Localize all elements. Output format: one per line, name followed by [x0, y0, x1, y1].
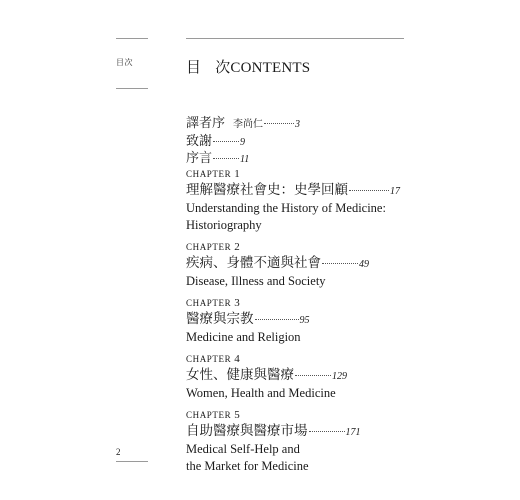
side-bottom-rule — [116, 88, 148, 89]
title-en: CONTENTS — [230, 60, 311, 76]
main-top-rule — [186, 38, 404, 39]
chapter-title-en: Medicine and Religion — [186, 330, 301, 344]
dot-leader — [309, 431, 345, 432]
chapter-entry[interactable] — [186, 167, 400, 234]
dot-leader — [264, 123, 294, 124]
dot-leader — [213, 141, 239, 142]
chapter-label: CHAPTER 3 — [186, 297, 241, 309]
entry-title: 致謝 — [186, 133, 213, 149]
chapter-label: CHAPTER 1 — [186, 168, 241, 180]
chapter-title-en: Historiography — [186, 218, 262, 232]
chapter-title-zh: 疾病、身體不適與社會 — [186, 255, 321, 271]
chapter-title-en: the Market for Medicine — [186, 459, 309, 473]
chapter-title-en: Disease, Illness and Society — [186, 274, 326, 288]
chapter-label: CHAPTER 4 — [186, 353, 241, 365]
footer-rule — [116, 461, 148, 462]
running-head: 目次 — [116, 58, 133, 67]
dot-leader — [295, 375, 331, 376]
entry-page: 3 — [295, 119, 301, 130]
chapter-title-zh: 理解醫療社會史：史學回顧 — [186, 182, 348, 198]
front-matter-list — [186, 112, 300, 165]
chapter-entry[interactable] — [186, 240, 400, 290]
entry-author: 李尚仁 — [233, 119, 264, 130]
entry-title: 序言 — [186, 151, 213, 166]
chapter-label: CHAPTER 2 — [186, 241, 241, 253]
chapter-title-zh: 醫療與宗教 — [186, 311, 254, 327]
front-matter-entry[interactable] — [186, 147, 300, 165]
side-top-rule — [116, 38, 148, 39]
entry-title: 譯者序 — [186, 116, 226, 131]
chapter-title-en: Understanding the History of Medicine: — [186, 201, 386, 215]
front-matter-entry[interactable] — [186, 130, 300, 148]
title-cn-1: 目 — [186, 60, 202, 76]
dot-leader — [213, 158, 239, 159]
chapter-title-en: Medical Self-Help and — [186, 442, 300, 456]
chapter-title-en: Women, Health and Medicine — [186, 386, 336, 400]
chapter-page: 49 — [359, 259, 369, 270]
chapter-entry[interactable] — [186, 408, 400, 475]
chapter-title-zh: 女性、健康與醫療 — [186, 367, 294, 383]
chapter-page: 17 — [390, 186, 400, 197]
entry-page: 11 — [240, 154, 250, 165]
chapter-page: 171 — [345, 427, 361, 438]
chapter-page: 95 — [299, 315, 310, 326]
page-title — [186, 56, 310, 77]
dot-leader — [349, 190, 389, 191]
page-number: 2 — [116, 447, 121, 457]
dot-leader — [255, 319, 299, 320]
chapter-list — [186, 167, 400, 481]
chapter-page: 129 — [332, 371, 347, 382]
chapter-title-zh: 自助醫療與醫療市場 — [186, 423, 308, 439]
title-cn-2: 次 — [215, 60, 231, 76]
chapter-entry[interactable] — [186, 296, 400, 346]
chapter-entry[interactable] — [186, 352, 400, 402]
front-matter-entry[interactable] — [186, 112, 300, 130]
chapter-label: CHAPTER 5 — [186, 409, 241, 421]
entry-page: 9 — [240, 136, 246, 148]
dot-leader — [322, 263, 358, 264]
